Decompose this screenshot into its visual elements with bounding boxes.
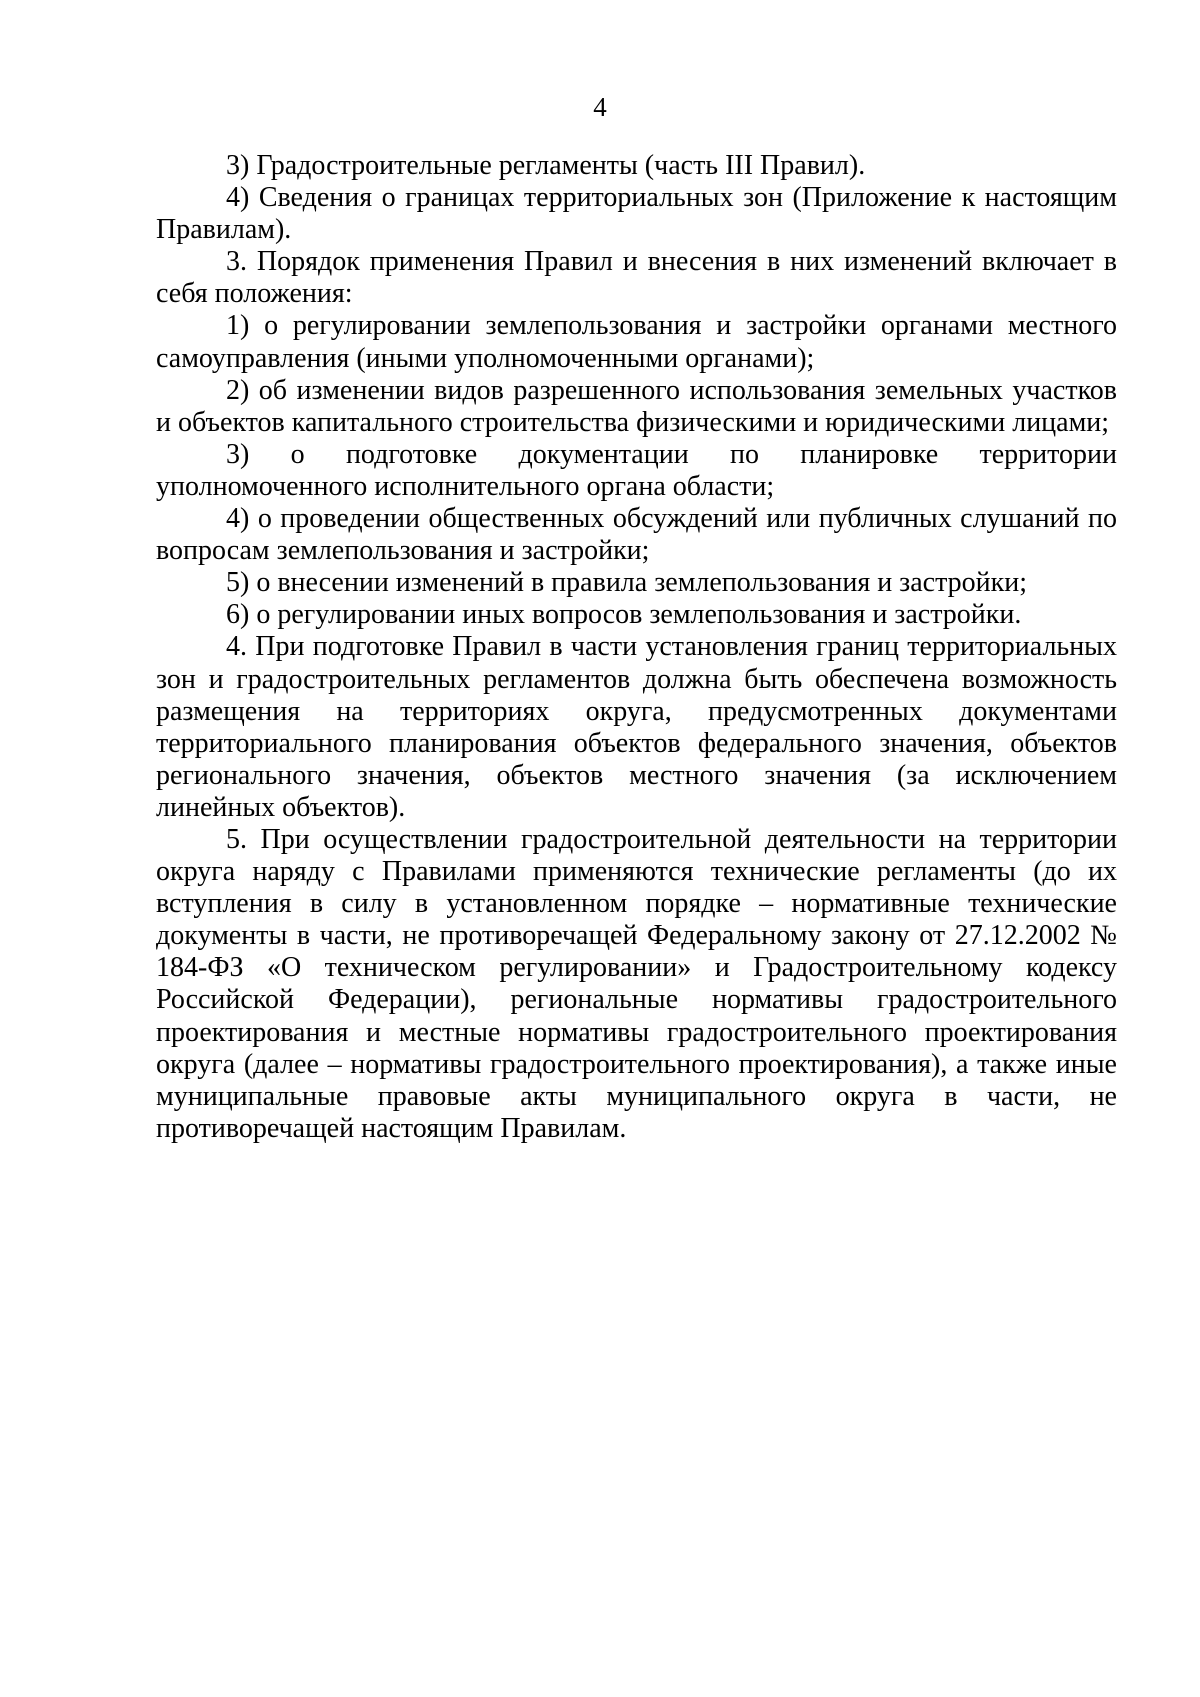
paragraph-section-3-item-3: 3) Градостроительные регламенты (часть III Правил). [226,150,866,181]
paragraph-clause-3-item-5: 5) о внесении изменений в правила землепользования и застройки; [226,567,1028,599]
page-number: 4 [593,92,607,122]
paragraph-clause-3-item-3: 3) о подготовке документации по планировке территории уполномоченного исполнительного органа области; [156,438,1117,502]
paragraph-clause-4: 4. При подготовке Правил в части установления границ территориальных зон и градостроительных регламентов должна быть обеспечена возможность размещения на территориях округа, предусмотренных документами территориального планирования объектов федерального значения, объектов регионального значения, объектов местного значения (за исключением линейных объектов). [156,631,1117,823]
paragraph-clause-3-item-6: 6) о регулировании иных вопросов землепользования и застройки. [226,599,1022,631]
paragraph-clause-3-item-1: 1) о регулировании землепользования и застройки органами местного самоуправления (иными уполномоченными органами); [156,310,1117,374]
paragraph-clause-3: 3. Порядок применения Правил и внесения в них изменений включает в себя положения: [156,246,1117,310]
paragraph-clause-5: 5. При осуществлении градостроительной деятельности на территории округа наряду с Правилами применяются технические регламенты (до их вступления в силу в установленном порядке – нормативные технические документы в части, не противоречащей Федеральному закону от 27.12.2002 № 184-ФЗ «О техническом регулировании» и Градостроительному кодексу Российской Федерации), региональные нормативы градостроительного проектирования и местные нормативы градостроительного проектирования округа (далее – нормативы градостроительного проектирования), а также иные муниципальные правовые акты муниципального округа в части, не противоречащей настоящим Правилам. [156,823,1117,1144]
paragraph-section-3-item-4: 4) Сведения о границах территориальных зон (Приложение к настоящим Правилам). [156,182,1117,246]
paragraph-clause-3-item-2: 2) об изменении видов разрешенного использования земельных участков и объектов капитального строительства физическими и юридическими лицами; [156,374,1117,438]
paragraph-clause-3-item-4: 4) о проведении общественных обсуждений или публичных слушаний по вопросам землепользования и застройки; [156,503,1117,567]
document-body [156,150,1117,1145]
